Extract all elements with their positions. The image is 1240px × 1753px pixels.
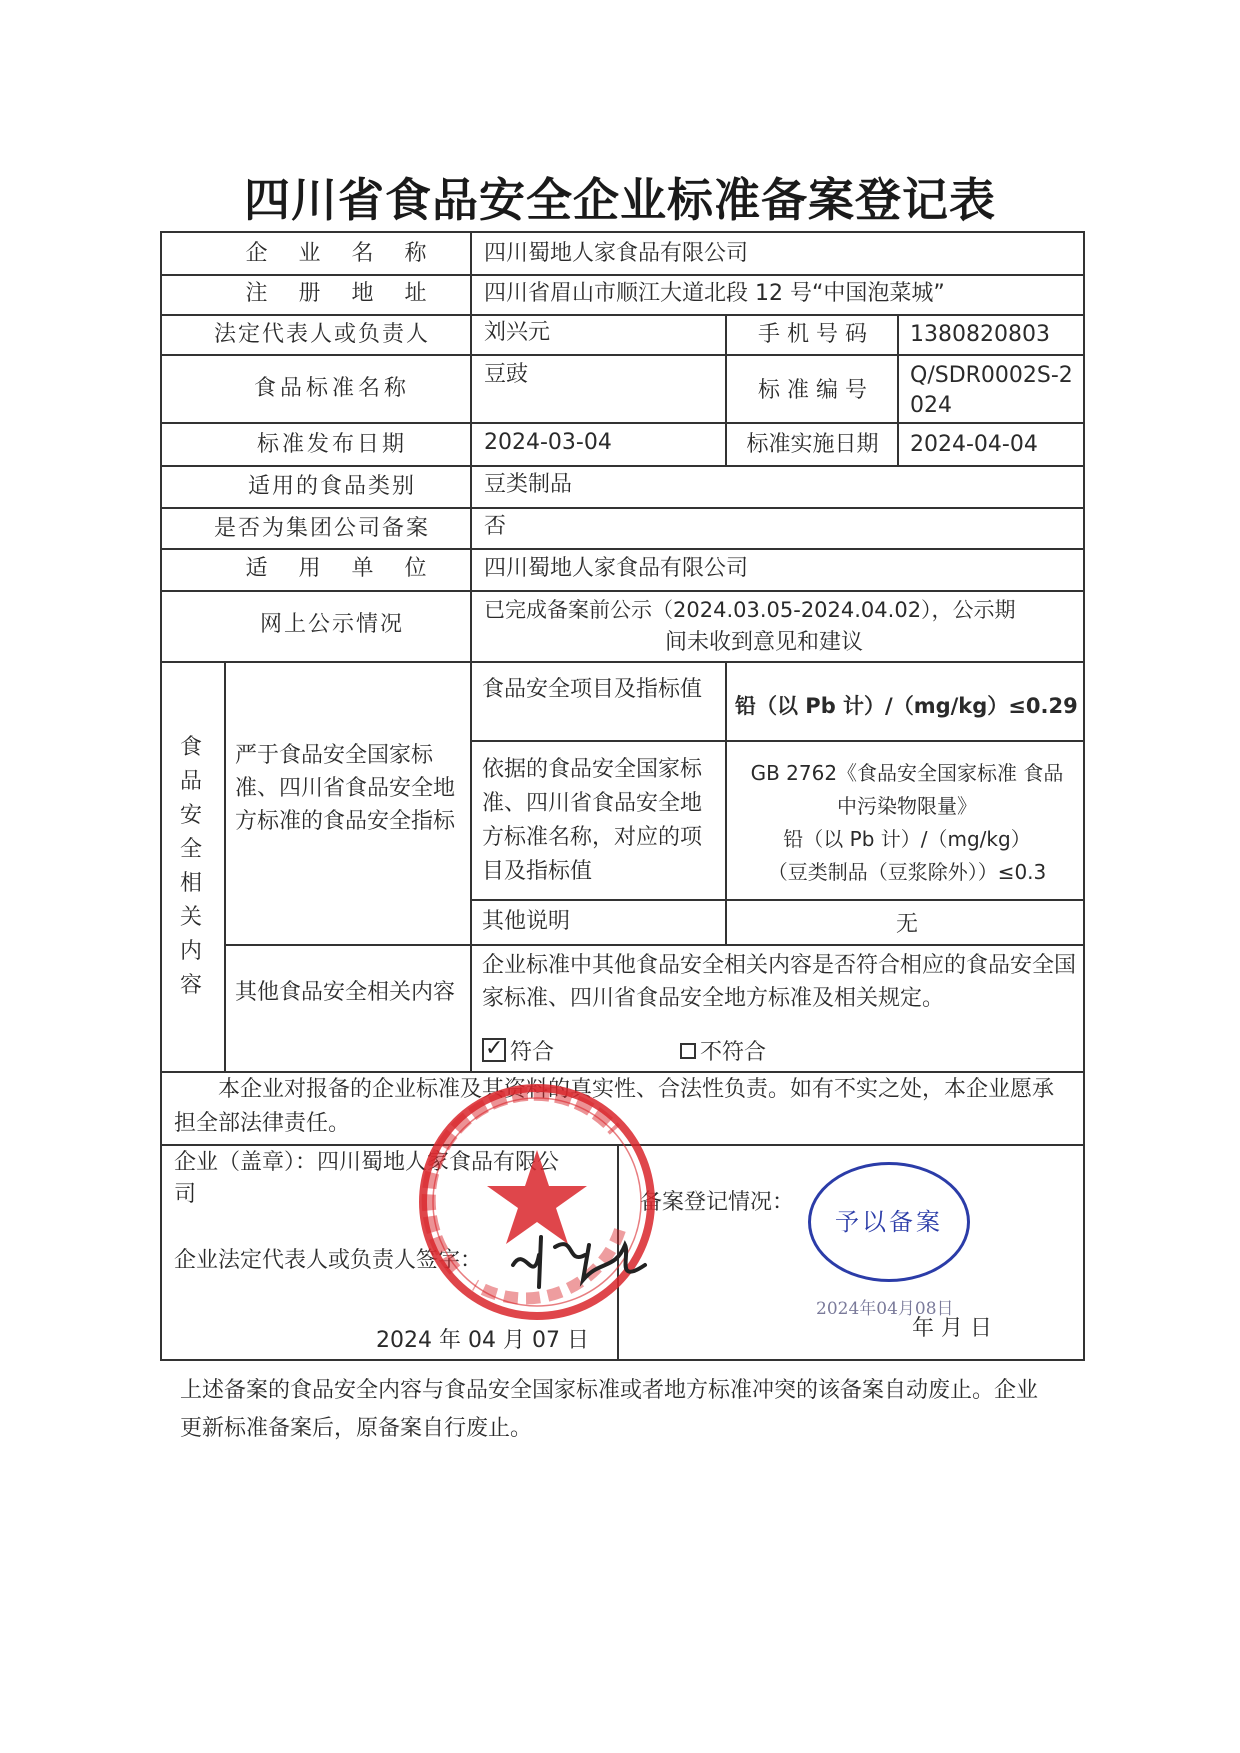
phone-value: 1380820803 — [910, 322, 1050, 347]
publish-date-value: 2024-03-04 — [484, 430, 612, 455]
standard-name-label: 食品标准名称 — [253, 376, 410, 401]
public-notice-value-line1: 已完成备案前公示（2024.03.05-2024.04.02），公示期 — [484, 598, 1016, 622]
impl-date-label: 标准实施日期 — [746, 432, 879, 457]
basis-line2: 中污染物限量》 — [837, 794, 977, 818]
conform-label: 符合 — [510, 1040, 555, 1065]
group-filing-value: 否 — [484, 514, 507, 539]
publish-date-label: 标准发布日期 — [256, 432, 407, 457]
group-filing-label: 是否为集团公司备案 — [213, 516, 430, 541]
applicable-unit-label: 适 用 单 位 — [245, 556, 439, 581]
food-safety-section-label: 食品安全相关内容 — [179, 735, 202, 998]
category-value: 豆类制品 — [484, 472, 573, 497]
declaration-text: 本企业对报备的企业标准及其资料的真实性、合法性负责。如有不实之处，本企业愿承担全部法律责任。 — [174, 1077, 1055, 1136]
item-value-label: 食品安全项目及指标值 — [482, 677, 703, 702]
filing-stamp-date: 2024年04月08日 — [816, 1299, 954, 1319]
footer-note: 上述备案的食品安全内容与食品安全国家标准或者地方标准冲突的该备案自动废止。企业更新标准备案后，原备案自行废止。 — [180, 1378, 1039, 1441]
stricter-indicators-label: 严于食品安全国家标准、四川省食品安全地方标准的食品安全指标 — [235, 743, 456, 834]
handwritten-signature — [505, 1225, 655, 1295]
not-conform-label: 不符合 — [700, 1040, 767, 1065]
page-title: 四川省食品安全企业标准备案登记表 — [244, 173, 996, 227]
basis-line1: GB 2762《食品安全国家标准 食品 — [750, 761, 1064, 785]
conformity-question: 企业标准中其他食品安全相关内容是否符合相应的食品安全国家标准、四川省食品安全地方标准及相关规定。 — [482, 953, 1077, 1011]
public-notice-value-line2: 间未收到意见和建议 — [665, 630, 864, 655]
standard-no-value-line2: 024 — [910, 393, 952, 418]
not-conform-option — [680, 1037, 766, 1068]
company-seal-label: 企业（盖章）：四川蜀地人家食品有限公 — [174, 1150, 560, 1175]
basis-line3: 铅（以 Pb 计）/（mg/kg） — [783, 827, 1031, 851]
filing-approved-stamp: 予以备案 — [808, 1162, 970, 1282]
standard-name-value: 豆豉 — [484, 362, 529, 387]
rep-sign-label: 企业法定代表人或负责人签字： — [174, 1248, 483, 1273]
other-notes-value: 无 — [895, 912, 918, 937]
company-seal-label-cont: 司 — [174, 1182, 197, 1207]
standard-no-value-line1: Q/SDR0002S-2 — [910, 363, 1073, 388]
company-name-value: 四川蜀地人家食品有限公司 — [484, 241, 749, 266]
address-label: 注 册 地 址 — [245, 281, 439, 306]
legal-rep-value: 刘兴元 — [484, 320, 551, 345]
checked-checkbox-icon — [482, 1038, 506, 1062]
applicable-unit-value: 四川蜀地人家食品有限公司 — [484, 556, 749, 581]
standard-no-label: 标 准 编 号 — [758, 378, 867, 403]
item-value-value: 铅（以 Pb 计）/（mg/kg）≤0.29 — [735, 694, 1078, 718]
basis-line4: （豆类制品（豆浆除外））≤0.3 — [767, 860, 1047, 884]
address-value: 四川省眉山市顺江大道北段 12 号“中国泡菜城” — [484, 281, 945, 306]
company-name-label: 企 业 名 称 — [245, 241, 439, 266]
filing-date-blank: 年 月 日 — [912, 1316, 992, 1341]
conform-option — [482, 1037, 554, 1068]
impl-date-value: 2024-04-04 — [910, 432, 1038, 457]
other-content-label: 其他食品安全相关内容 — [235, 980, 456, 1005]
sign-date: 2024 年 04 月 07 日 — [376, 1328, 589, 1353]
public-notice-label: 网上公示情况 — [259, 612, 404, 637]
other-notes-label: 其他说明 — [482, 909, 571, 934]
basis-standard-label: 依据的食品安全国家标准、四川省食品安全地方标准名称，对应的项目及指标值 — [482, 757, 703, 884]
empty-checkbox-icon — [680, 1043, 696, 1059]
legal-rep-label: 法定代表人或负责人 — [213, 322, 430, 347]
filing-status-label: 备案登记情况： — [640, 1190, 795, 1215]
category-label: 适用的食品类别 — [247, 474, 416, 499]
phone-label: 手 机 号 码 — [758, 322, 867, 347]
